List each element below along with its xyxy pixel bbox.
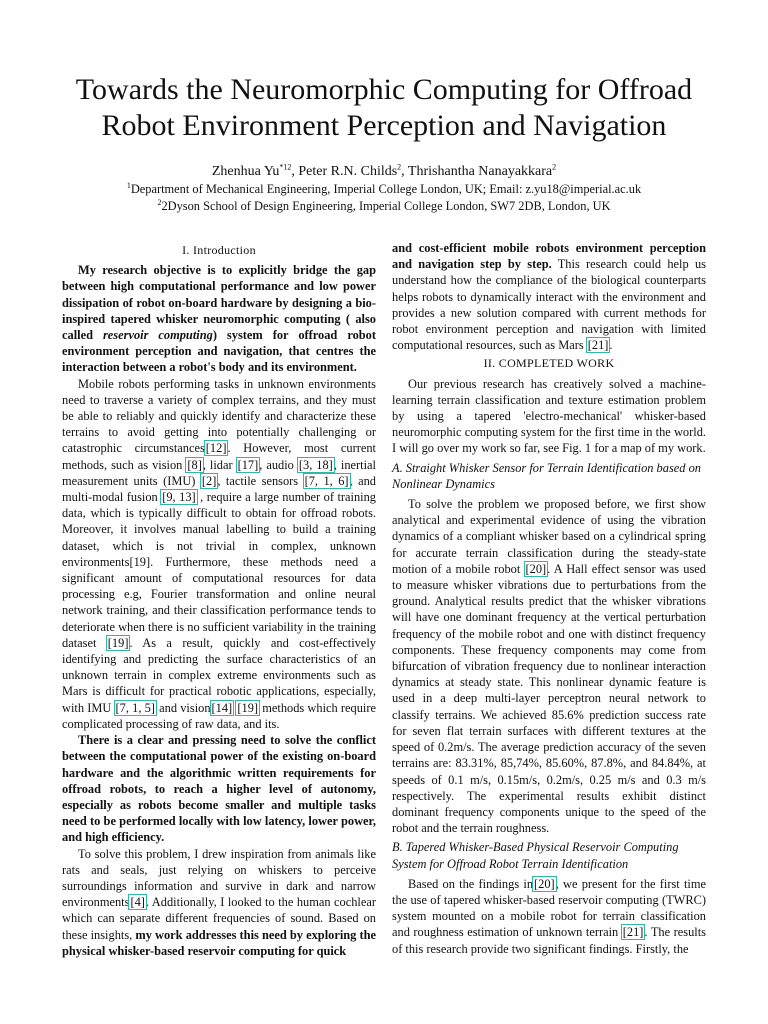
paragraph-text: To solve the problem we proposed before, we first show analytical and experimental evidence of using the vibration dynamics of a compliant whisker based on a cylindrical spring for accurate terrain classification during the steady-state motion of a mobile robot [392, 497, 706, 576]
bold-text: There is a clear and pressing need to solve the conflict between the computational power of the existing on-board hardware and the algorithmic written requirements for offroad robots, to reach a higher level of autonomy, especially as robots become smaller and multiple tasks need to be performed locally with low latency, lower power, and high efficiency. [62, 733, 376, 845]
bold-text: and cost-efficient mobile robots environment perception and navigation step by step. [392, 241, 706, 272]
author-name: Peter R.N. Childs [298, 164, 398, 179]
paragraph-text: . The results of this research provide two significant findings. Firstly, the [392, 925, 706, 956]
subsection-heading-b: B. Tapered Whisker-Based Physical Reservoir Computing System for Offroad Robot Terrain Identification [392, 840, 679, 871]
affiliation-mark: 2 [157, 197, 162, 207]
right-column [392, 240, 706, 957]
previous-research-paragraph: Our previous research has creatively solved a machine-learning terrain classification and texture estimation problem by using a tapered 'electro-mechanical' whisker-based neuromorphic computing system for the first time in the world. I will go over my work so far, see Fig. 1 for a map of my work. [392, 376, 706, 456]
left-column [62, 240, 376, 959]
paragraph-text: This research could help us understand how the compliance of the biological counterparts helps robots to dynamically interact with the environment and provides a new solution compared with current methods for robot environment perception and navigation with limited computational resources, such as Mars [392, 257, 706, 353]
citation-link[interactable]: [17] [237, 457, 259, 472]
paragraph-text: . However, most current methods, such as vision [62, 441, 376, 472]
continued-paragraph [392, 240, 706, 353]
section-heading-completed-work: II. COMPLETED WORK [483, 356, 615, 371]
title-line-1: Towards the Neuromorphic Computing for Offroad [75, 73, 693, 106]
paragraph-text: . As a result, quickly and cost-effectively identifying and predicting the surface characteristics of an unknown terrain in complex extreme environments such as Mars is difficult for practical robotic applications, especially, with IMU [62, 635, 377, 715]
bold-text: my work addresses this need by exploring the physical whisker-based reservoir computing for quick [62, 927, 377, 958]
section-heading-introduction: I. Introduction [182, 243, 256, 257]
citation-link[interactable]: [9, 13] [162, 490, 196, 505]
paragraph-text: , lidar [202, 457, 237, 472]
citation-link[interactable]: [4] [130, 895, 145, 910]
emphasis-text: reservoir computing [102, 328, 213, 343]
paragraph-text: ) system for offroad robot environment perception and navigation, that centres the interaction between a robot's body and its environment. [62, 328, 377, 375]
citation-link[interactable]: [2] [201, 473, 217, 488]
paragraph-text: . Furthermore, these methods need a significant amount of computational resources for data processing e.g, Fourier transformation and online neural network training, and their classification performance tends to deteriorate when there is no sufficient variability in the training dataset [62, 554, 376, 650]
citation-text: [19] [129, 554, 151, 569]
paragraph-text: . A Hall effect sensor was used to measure whisker vibrations due to perturbations from the ground. Analytical results predict that the whisker vibrations will have one dominant frequency at the vertical perturbation frequency of the mobile robot and one with distinct frequency components. These frequency components may come from bifurcation of vibration frequency due to nonlinear interaction dynamics at steady state. This nonlinear dynamic feature is used in a deep multi-layer perceptron neural network to classify terrains. We achieved 85.6% prediction success rate for seven flat terrain surfaces with different textures at the speed of 0.2m/s. The average prediction accuracy of the seven terrains are: 83.31%, 85,74%, 85.60%, 87.8%, and 84.84%, at speeds of 0.1 m/s, 0.15m/s, 0.2m/s, 0.25 m/s and 0.3 m/s respectively. The experimental results exhibit distinct dominant frequency components unique to the speed of the robot and the terrain roughness. [392, 561, 706, 836]
straight-whisker-paragraph [392, 496, 706, 836]
citation-link[interactable]: [21] [622, 925, 644, 940]
citation-link[interactable]: [7, 1, 6] [304, 473, 349, 488]
paragraph-text: , inertial measurement units (IMU) [62, 457, 376, 488]
paragraph-text: To solve this problem, I drew inspiration from animals like rats and seals, just relying on whiskers to perceive surroundings information and survive in dark and narrow environments [62, 846, 376, 910]
citation-link[interactable]: [14] [211, 700, 233, 715]
affiliation-2 [40, 199, 728, 214]
paragraph-text: . Additionally, I looked to the human cochlear which can separate different frequencies of sound. Based on these insights, [62, 895, 376, 942]
author-affiliation-mark: *12 [279, 162, 292, 172]
citation-link[interactable]: [19] [107, 635, 129, 650]
author-affiliation-mark: 2 [552, 162, 557, 172]
author-list: Zhenhua Yu$^{*12}$, Peter R.N. Childs$^2$, Thrishantha Nanayakkara$^2$ [211, 162, 557, 179]
paragraph-text: , tactile sensors [217, 473, 304, 488]
paragraph-text: methods which require complicated processing of raw data, and its. [62, 700, 376, 731]
author-name: Zhenhua Yu [211, 164, 280, 179]
paragraph-text: , require a large number of training data, which is typically difficult to obtain for offroad robots. Moreover, it involves manual labelling to build a training dataset, which is not trivial in complex, unknown environments [62, 490, 376, 569]
citation-link[interactable]: [21] [587, 338, 609, 353]
author-name: Thrishantha Nanayakkara [407, 164, 553, 179]
citation-link[interactable]: [3, 18] [298, 457, 333, 472]
background-paragraph [62, 376, 376, 732]
affiliation-mark: 1 [126, 180, 131, 190]
paragraph-text: , we present for the first time the use of tapered whisker-based reservoir computing (TWRC) system mounted on a mobile robot for terrain classification and roughness estimation of unknown terrain [392, 876, 706, 940]
affiliation-text: 2Dyson School of Design Engineering, Imperial College London, SW7 2DB, London, UK [161, 199, 611, 213]
affiliation-1 [40, 182, 728, 197]
citation-link[interactable]: [7, 1, 5] [115, 700, 155, 715]
paragraph-text: and vision [155, 700, 211, 715]
citation-link[interactable]: [8] [187, 457, 202, 472]
citation-link[interactable]: [12] [205, 441, 227, 456]
paragraph-text: Based on the findings in [408, 876, 534, 891]
citation-link[interactable]: [19] [237, 700, 259, 715]
paragraph-text: , audio [259, 457, 298, 472]
problem-statement-paragraph [62, 732, 376, 845]
tapered-whisker-paragraph [392, 876, 706, 957]
paragraph-text: . [609, 338, 613, 353]
title-line-2: Robot Environment Perception and Navigation [101, 109, 667, 142]
citation-link[interactable]: [20] [534, 876, 555, 891]
paragraph-text: , and multi-modal fusion [62, 473, 376, 505]
research-objective-paragraph [62, 262, 376, 375]
inspiration-paragraph [62, 846, 376, 959]
subsection-heading-a: A. Straight Whisker Sensor for Terrain Identification based on Nonlinear Dynamics [392, 460, 701, 491]
paper-title [40, 72, 728, 144]
citation-link[interactable]: [20] [525, 561, 547, 576]
affiliation-text: Department of Mechanical Engineering, Imperial College London, UK; Email: z.yu18@imperial.ac.uk [130, 182, 642, 196]
author-affiliation-mark: 2 [397, 162, 402, 172]
paragraph-text: My research objective is to explicitly bridge the gap between high computational performance and low power dissipation of robot on-board hardware by designing a bio-inspired tapered whisker neuromorphic computing ( also called [62, 263, 376, 343]
paragraph-text: Mobile robots performing tasks in unknown environments need to traverse a variety of complex terrains, and they must be able to reliably and quickly identify and characterize these terrains to avoid getting into potentially challenging or catastrophic circumstances [62, 376, 376, 456]
